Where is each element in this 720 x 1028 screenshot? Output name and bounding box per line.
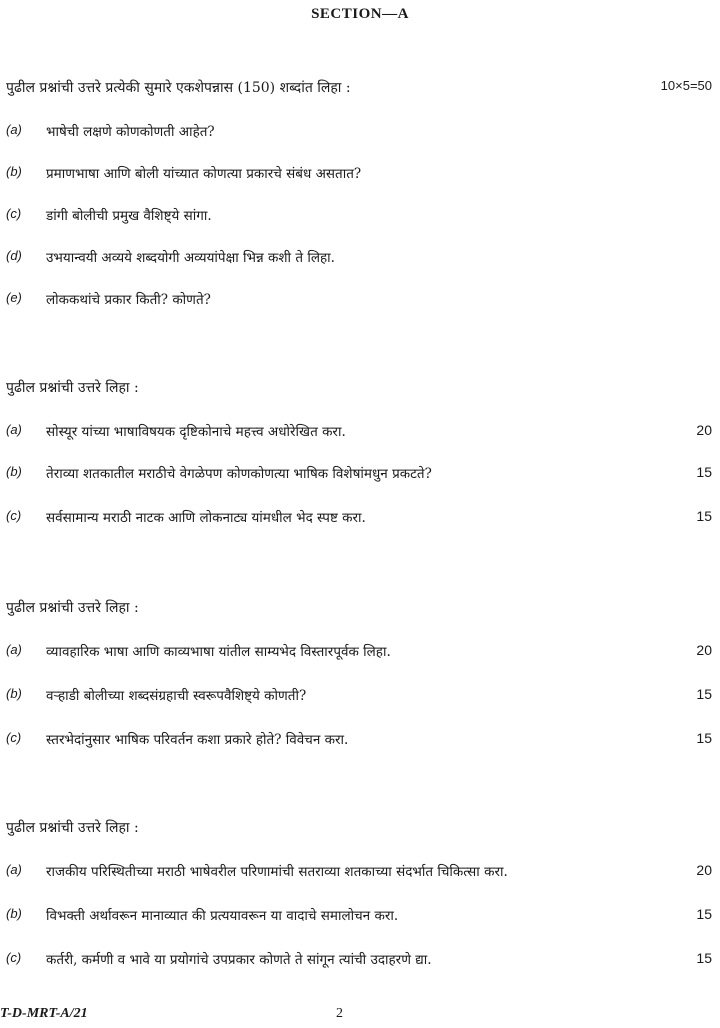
item-text: डांगी बोलीची प्रमुख वैशिष्ट्ये सांगा. xyxy=(46,208,212,224)
item-label: (b) xyxy=(6,686,22,701)
question-marks: 10×5=50 xyxy=(660,78,712,93)
page-number: 2 xyxy=(336,1006,343,1021)
item-text: वऱ्हाडी बोलीच्या शब्दसंग्रहाची स्वरूपवैशिष्ट्ये कोणती? xyxy=(46,688,307,704)
question-item xyxy=(0,906,720,928)
item-text: सोस्यूर यांच्या भाषाविषयक दृष्टिकोनाचे महत्त्व अधोरेखित करा. xyxy=(46,424,346,440)
question-item xyxy=(0,642,720,664)
question-item xyxy=(0,862,720,884)
item-text: स्तरभेदांनुसार भाषिक परिवर्तन कशा प्रकारे होते? विवेचन करा. xyxy=(46,732,349,748)
item-text: राजकीय परिस्थितीच्या मराठी भाषेवरील परिणामांची सतराव्या शतकाच्या संदर्भात चिकित्सा करा. xyxy=(46,864,508,880)
item-marks: 20 xyxy=(696,642,712,658)
question-item xyxy=(0,508,720,530)
item-label: (b) xyxy=(6,464,22,479)
item-marks: 15 xyxy=(696,686,712,702)
question-item xyxy=(0,164,720,186)
question-intro: पुढील प्रश्नांची उत्तरे लिहा : xyxy=(6,820,139,836)
item-label: (c) xyxy=(6,508,22,523)
question-block-3 xyxy=(0,598,720,752)
item-label: (c) xyxy=(6,730,22,745)
item-label: (c) xyxy=(6,206,22,221)
item-text: उभयान्वयी अव्यये शब्दयोगी अव्ययांपेक्षा भिन्न कशी ते लिहा. xyxy=(46,250,335,266)
question-item xyxy=(0,686,720,708)
item-text: प्रमाणभाषा आणि बोली यांच्यात कोणत्या प्रकारचे संबंध असतात? xyxy=(46,166,362,182)
item-marks: 15 xyxy=(696,950,712,966)
question-item xyxy=(0,464,720,486)
item-label: (a) xyxy=(6,122,22,137)
item-label: (b) xyxy=(6,164,22,179)
question-block-4 xyxy=(0,818,720,972)
question-header xyxy=(0,598,720,620)
item-text: कर्तरी, कर्मणी व भावे या प्रयोगांचे उपप्रकार कोणते ते सांगून त्यांची उदाहरणे द्या. xyxy=(46,952,432,968)
item-text: व्यावहारिक भाषा आणि काव्यभाषा यांतील साम्यभेद विस्तारपूर्वक लिहा. xyxy=(46,644,391,660)
question-item xyxy=(0,248,720,270)
item-marks: 15 xyxy=(696,508,712,524)
question-header xyxy=(0,78,720,100)
question-item xyxy=(0,730,720,752)
item-text: भाषेची लक्षणे कोणकोणती आहेत? xyxy=(46,124,215,140)
item-text: तेराव्या शतकातील मराठीचे वेगळेपण कोणकोणत्या भाषिक विशेषांमधुन प्रकटते? xyxy=(46,466,432,482)
item-text: सर्वसामान्य मराठी नाटक आणि लोकनाट्य यांमधील भेद स्पष्ट करा. xyxy=(46,510,366,526)
question-item xyxy=(0,290,720,312)
question-block-2 xyxy=(0,378,720,530)
question-intro: पुढील प्रश्नांची उत्तरे लिहा : xyxy=(6,380,139,396)
question-item xyxy=(0,422,720,444)
item-text: लोककथांचे प्रकार किती? कोणते? xyxy=(46,292,211,308)
item-marks: 15 xyxy=(696,464,712,480)
item-label: (c) xyxy=(6,950,22,965)
item-label: (e) xyxy=(6,290,22,305)
question-item xyxy=(0,206,720,228)
item-marks: 15 xyxy=(696,730,712,746)
question-block-1 xyxy=(0,78,720,312)
paper-code: T-D-MRT-A/21 xyxy=(0,1006,88,1021)
item-label: (a) xyxy=(6,862,22,877)
item-text: विभक्ती अर्थावरून मानाव्यात की प्रत्ययावरून या वादाचे समालोचन करा. xyxy=(46,908,399,924)
item-marks: 15 xyxy=(696,906,712,922)
question-item xyxy=(0,950,720,972)
question-header xyxy=(0,818,720,840)
item-label: (a) xyxy=(6,642,22,657)
section-title: SECTION—A xyxy=(311,6,409,22)
question-header xyxy=(0,378,720,400)
question-intro: पुढील प्रश्नांची उत्तरे प्रत्येकी सुमारे एकशेपन्नास (150) शब्दांत लिहा : xyxy=(6,80,351,96)
item-marks: 20 xyxy=(696,422,712,438)
question-intro: पुढील प्रश्नांची उत्तरे लिहा : xyxy=(6,600,139,616)
question-item xyxy=(0,122,720,144)
item-label: (a) xyxy=(6,422,22,437)
item-label: (b) xyxy=(6,906,22,921)
item-marks: 20 xyxy=(696,862,712,878)
item-label: (d) xyxy=(6,248,22,263)
